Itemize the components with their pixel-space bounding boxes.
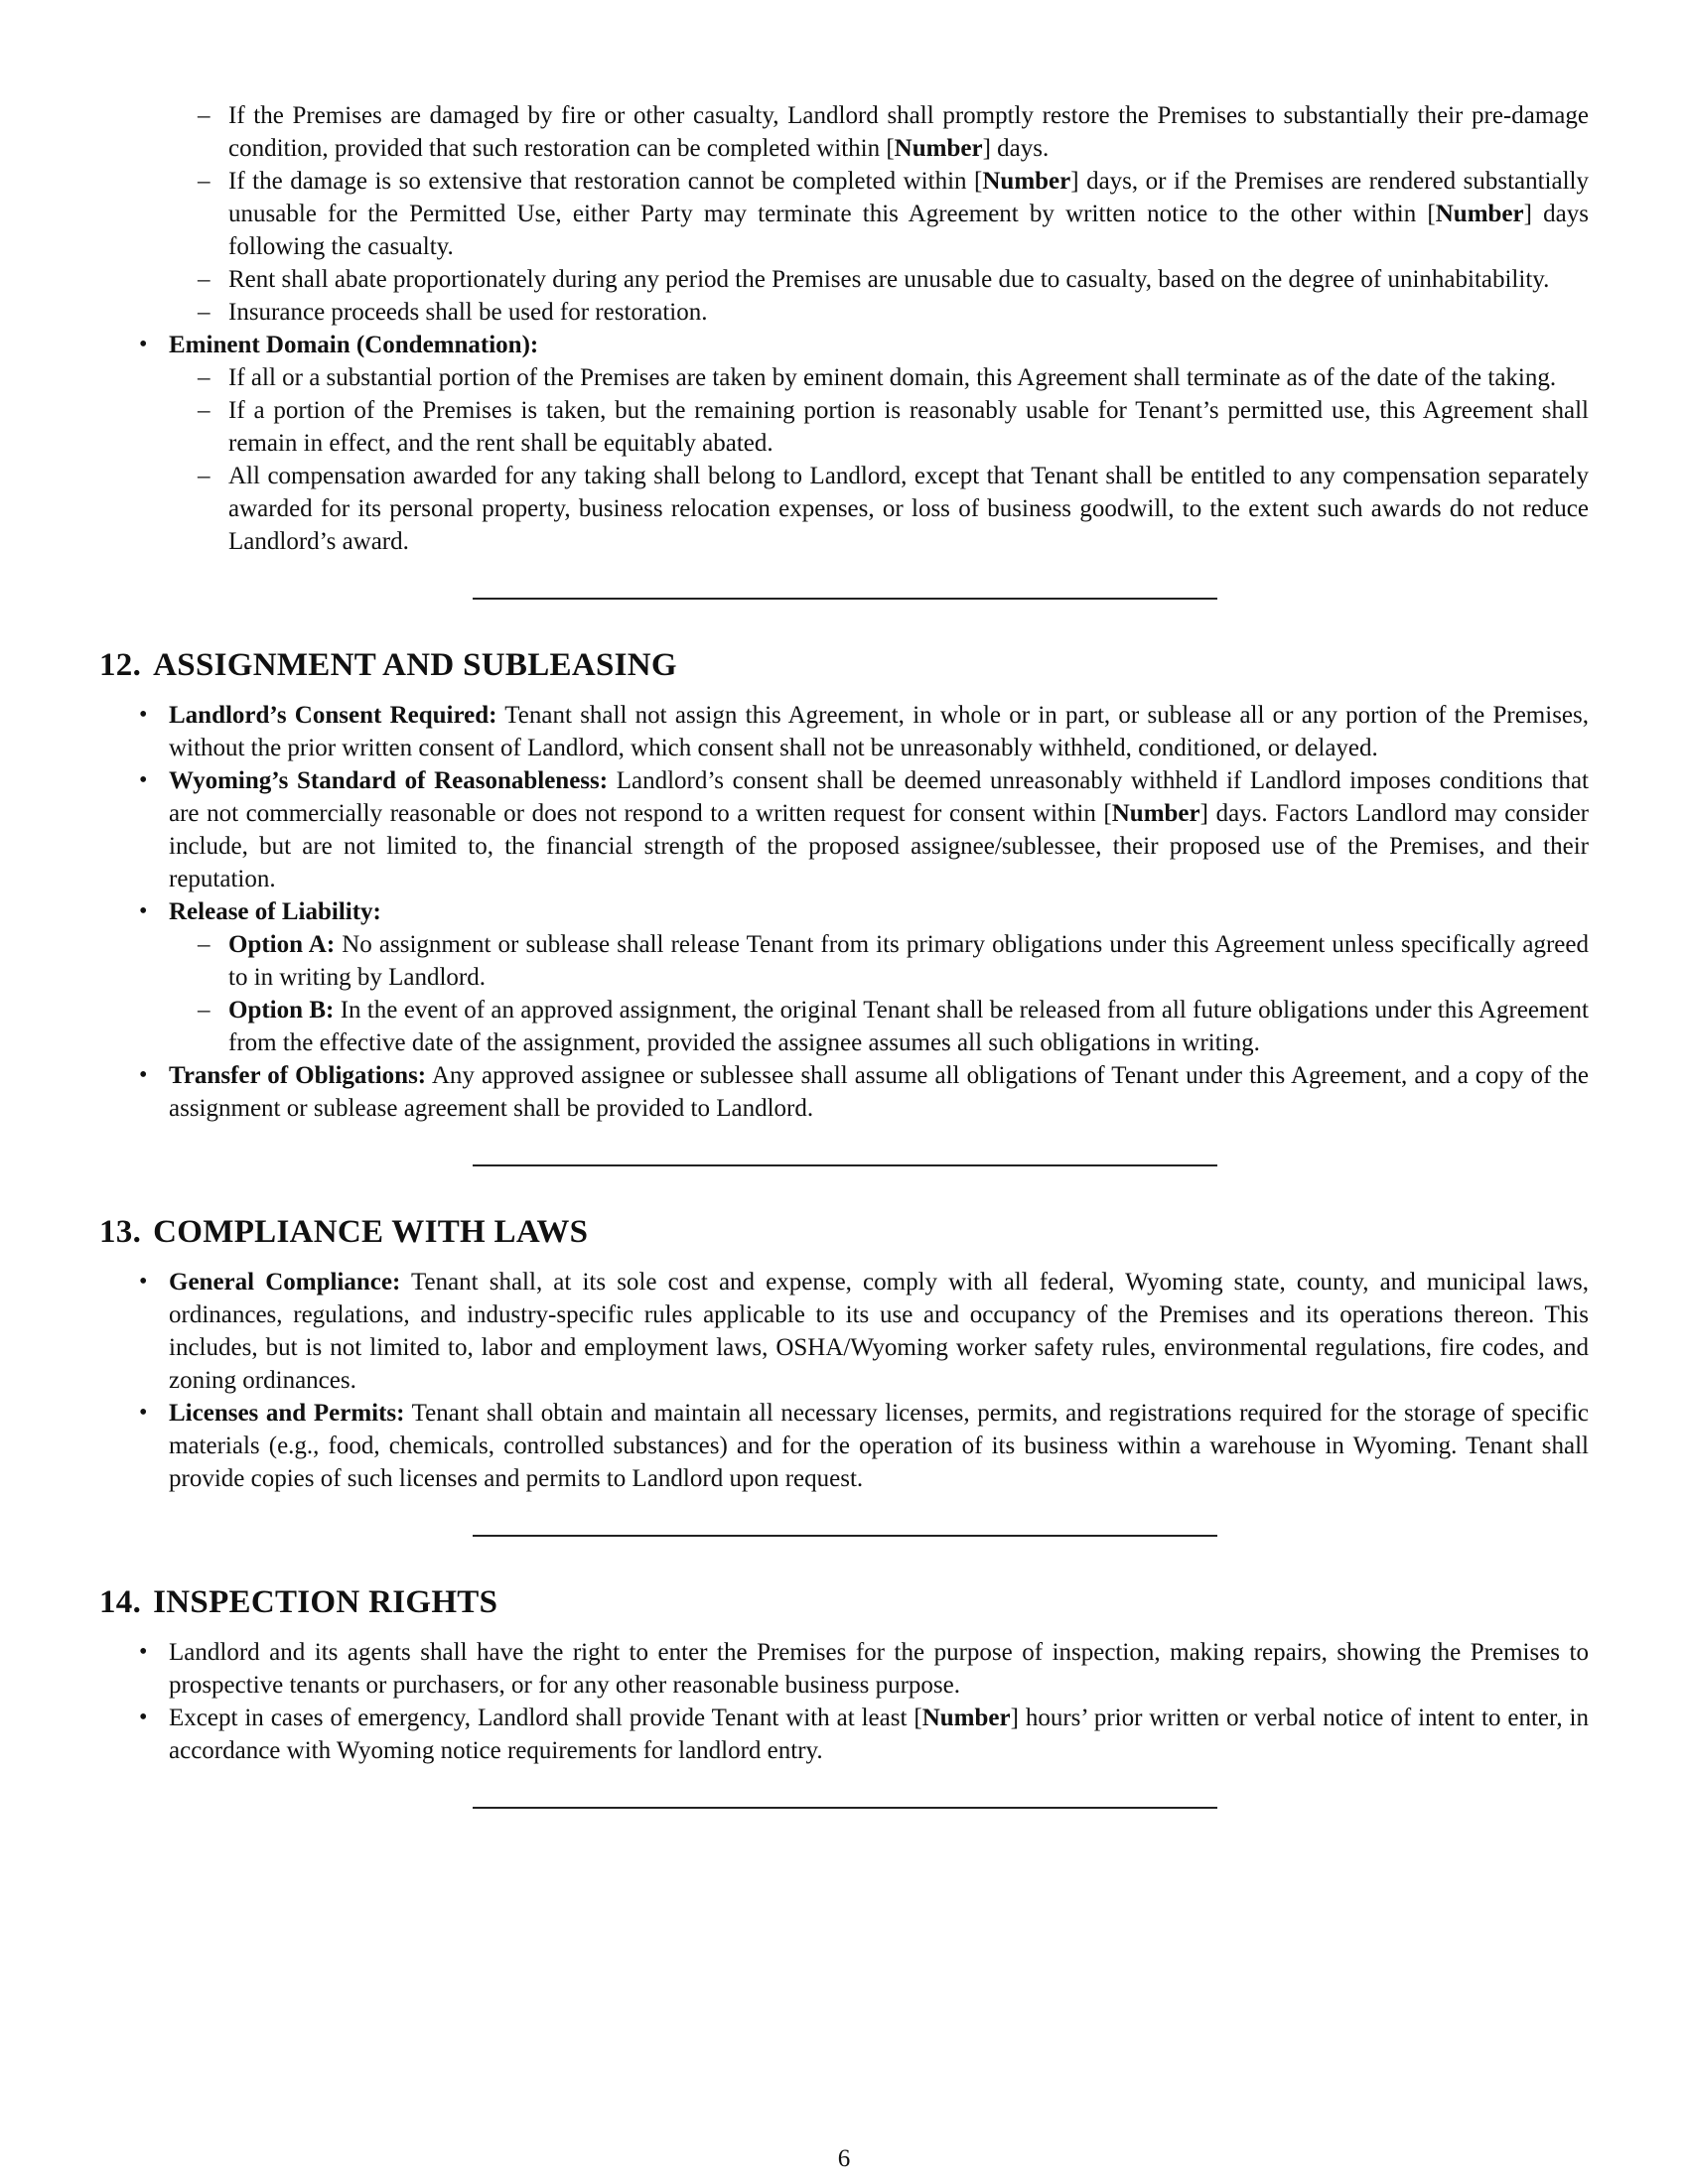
list-item: • Wyoming’s Standard of Reasonableness: Landlord’s consent shall be deemed unreasonably withheld if Landlord imposes conditions that are not commercially reasonable or does not respond to a written request for consent within [Number] days. Factors Landlord may consider include, but are not limited to, the financial strength of the proposed assignee/sublessee, their proposed use of the Premises, and their reputation. <box>99 764 1589 895</box>
casualty-list <box>99 99 1589 329</box>
section-heading-14: 14. INSPECTION RIGHTS <box>99 1584 498 1620</box>
list-item: – If all or a substantial portion of the Premises are taken by eminent domain, this Agreement shall terminate as of the date of the taking. <box>169 361 1589 394</box>
section-12-list <box>99 699 1589 1125</box>
list-item: – Insurance proceeds shall be used for restoration. <box>169 296 1589 329</box>
list-item: • Landlord and its agents shall have the right to enter the Premises for the purpose of inspection, making repairs, showing the Premises to prospective tenants or purchasers, or for any other reasonable business purpose. <box>99 1636 1589 1702</box>
section-divider <box>473 1535 1217 1537</box>
list-item: • Landlord’s Consent Required: Tenant shall not assign this Agreement, in whole or in part, or sublease all or any portion of the Premises, without the prior written consent of Landlord, which consent shall not be unreasonably withheld, conditioned, or delayed. <box>99 699 1589 764</box>
section-heading-13: 13. COMPLIANCE WITH LAWS <box>99 1214 589 1250</box>
section-14-list <box>99 1636 1589 1767</box>
list-item: • General Compliance: Tenant shall, at its sole cost and expense, comply with all federal, Wyoming state, county, and municipal laws, ordinances, regulations, and industry-specific rules applicable to its use and occupancy of the Premises and its operations thereon. This includes, but is not limited to, labor and employment laws, OSHA/Wyoming worker safety rules, environmental regulations, fire codes, and zoning ordinances. <box>99 1266 1589 1397</box>
casualty-list-container <box>99 99 1589 329</box>
list-item: • Except in cases of emergency, Landlord shall provide Tenant with at least [Number] hours’ prior written or verbal notice of intent to enter, in accordance with Wyoming notice requirements for landlord entry. <box>99 1702 1589 1767</box>
list-item: • Transfer of Obligations: Any approved assignee or sublessee shall assume all obligations of Tenant under this Agreement, and a copy of the assignment or sublease agreement shall be provided to Landlord. <box>99 1059 1589 1125</box>
document-page <box>99 99 1589 1809</box>
section-divider <box>473 1164 1217 1166</box>
eminent-domain-list <box>99 329 1589 558</box>
list-item <box>99 329 1589 558</box>
section-13-list <box>99 1266 1589 1495</box>
list-item: – If the damage is so extensive that restoration cannot be completed within [Number] days, or if the Premises are rendered substantially unusable for the Permitted Use, either Party may terminate this Agreement by written notice to the other within [Number] days following the casualty. <box>169 165 1589 263</box>
list-item: • Licenses and Permits: Tenant shall obtain and maintain all necessary licenses, permits, and registrations required for the storage of specific materials (e.g., food, chemicals, controlled substances) and for the operation of its business within a warehouse in Wyoming. Tenant shall provide copies of such licenses and permits to Landlord upon request. <box>99 1397 1589 1495</box>
eminent-domain-heading: Eminent Domain (Condemnation): <box>169 332 539 358</box>
section-heading-12: 12. ASSIGNMENT AND SUBLEASING <box>99 647 677 683</box>
list-item: • Release of Liability: – Option A: No assignment or sublease shall release Tenant from its primary obligations under this Agreement unless specifically agreed to in writing by Landlord. – Option B: In the event of an approved assignment, the original Tenant shall be released from all future obligations under this Agreement from the effective date of the assignment, provided the assignee assumes all such obligations in writing. <box>99 895 1589 1059</box>
list-item: – Option B: In the event of an approved assignment, the original Tenant shall be released from all future obligations under this Agreement from the effective date of the assignment, provided the assignee assumes all such obligations in writing. <box>169 994 1589 1059</box>
section-divider <box>473 598 1217 600</box>
list-item: – Rent shall abate proportionately during any period the Premises are unusable due to casualty, based on the degree of uninhabitability. <box>169 263 1589 296</box>
section-divider <box>473 1807 1217 1809</box>
list-item: – All compensation awarded for any taking shall belong to Landlord, except that Tenant shall be entitled to any compensation separately awarded for its personal property, business relocation expenses, or loss of business goodwill, to the extent such awards do not reduce Landlord’s award. <box>169 460 1589 558</box>
list-item: – If the Premises are damaged by fire or other casualty, Landlord shall promptly restore the Premises to substantially their pre-damage condition, provided that such restoration can be completed within [Number] days. <box>169 99 1589 165</box>
list-item: – Option A: No assignment or sublease shall release Tenant from its primary obligations under this Agreement unless specifically agreed to in writing by Landlord. <box>169 928 1589 994</box>
list-item: – If a portion of the Premises is taken, but the remaining portion is reasonably usable for Tenant’s permitted use, this Agreement shall remain in effect, and the rent shall be equitably abated. <box>169 394 1589 460</box>
page-number: 6 <box>837 2145 851 2172</box>
